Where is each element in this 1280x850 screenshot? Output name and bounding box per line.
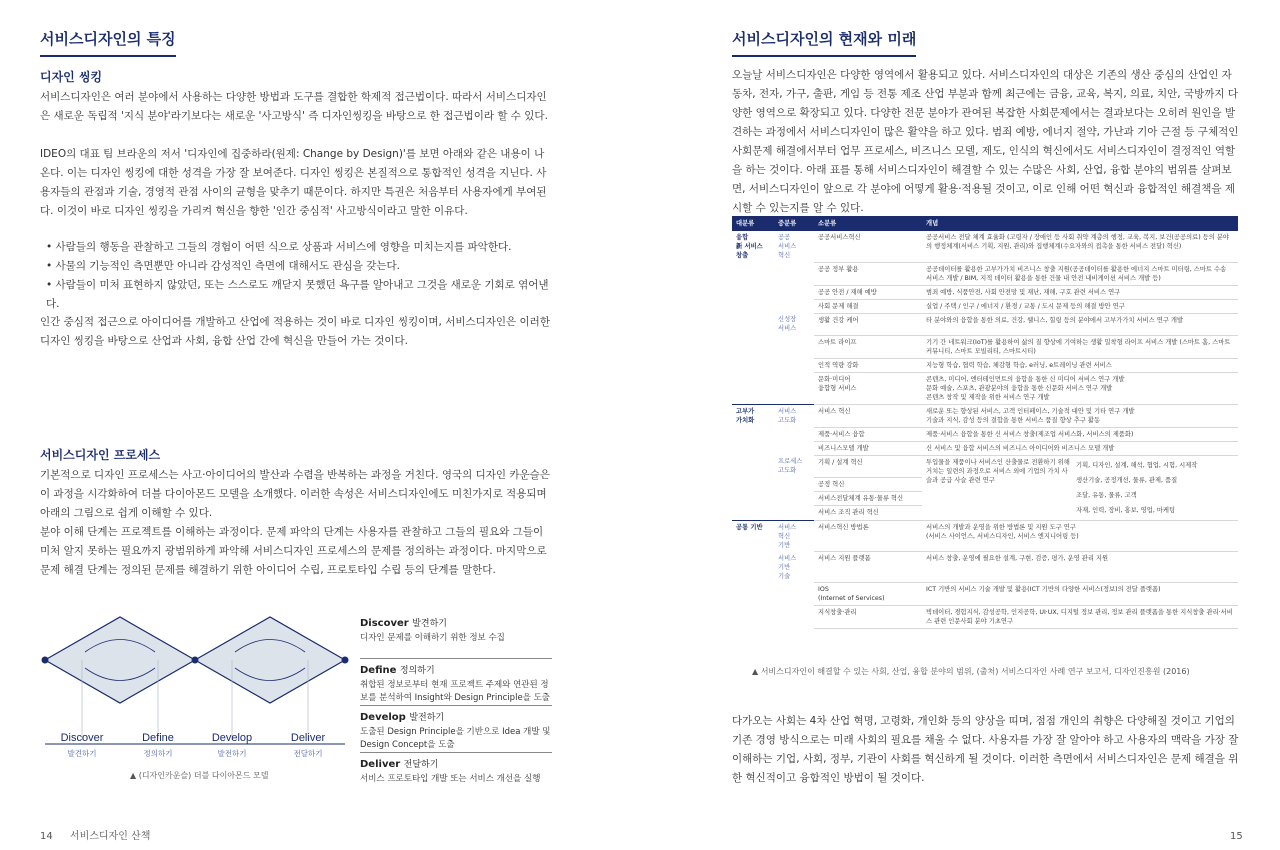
table-cell-small: 지식창출·관리	[814, 606, 922, 629]
table-cell-mid: 서비스 기반 기술	[778, 554, 797, 580]
table-row	[732, 441, 1238, 455]
legend-item-define	[360, 659, 552, 706]
table-cell-small: IOS (Internet of Services)	[814, 583, 922, 606]
table-cell-desc: ICT 기반의 서비스 기술 개발 및 활용(ICT 기반의 다양한 서비스(정보)의 전달 플랫폼)	[922, 583, 1238, 606]
stage-define-ko: 정의하기	[143, 749, 173, 758]
paragraph: 인간 중심적 접근으로 아이디어를 개발하고 산업에 적용하는 것이 바로 디자인 씽킹이며, 서비스디자인은 이러한 디자인 씽킹을 바탕으로 산업과 사회, 융합 산업 간에 혁신을 만들어 가는 것이다.	[40, 316, 550, 347]
table-row	[732, 606, 1238, 629]
table-cell-small: 스마트 라이프	[814, 335, 922, 358]
table-cell-small: 공정 혁신	[814, 477, 922, 491]
table-cell-desc: 제품·서비스 융합을 통한 신 서비스 창출(제조업 서비스화, 서비스의 제품화)	[922, 427, 1238, 441]
table-cell-desc: 범죄 예방, 식품안전, 사회 안전망 및 재난, 재해, 구호 관련 서비스 연구	[922, 285, 1238, 299]
paragraph: 서비스디자인은 여러 분야에서 사용하는 다양한 방법과 도구를 결합한 학제적 접근법이다. 따라서 서비스디자인은 새로운 독립적 '지식 분야'라기보다는 새로운 '사고방식' 즉 디자인씽킹을 바탕으로 한 접근법이라 할 수 있다.	[40, 91, 548, 122]
table-cell-small: 생활 건강 케어	[814, 313, 922, 335]
table-cell-small: 사회 문제 해결	[814, 299, 922, 313]
header-cell: 대분류	[732, 216, 774, 231]
table-cell-desc: 기기 간 네트워크(IoT)를 활용하여 삶의 질 향상에 기여하는 생활 밀착형 라이프 서비스 개발 (스마트 홈, 스마트 커뮤니티, 스마트 모빌리티, 스마트시티)	[922, 335, 1238, 358]
table-cell-desc: 서비스 창출, 운영에 필요한 설계, 구현, 검증, 평가, 운영 관리 지원	[922, 552, 1238, 583]
table-row	[732, 231, 1238, 262]
table-cell-desc: 빅데이터, 경험지식, 감성공학, 인지공학, UI·UX, 디지털 정보 관리, 정보 관리 플랫폼을 통한 지식창출 관리·서비스 관련 인문사회 분야 기초연구	[922, 606, 1238, 629]
table-cell-small: 서비스전달체계 유통·물류 혁신	[814, 492, 922, 506]
legend-title-ko: 발전하기	[409, 713, 445, 723]
table-cell-desc: 타 분야와의 융합을 통한 의료, 건강, 웰니스, 힐링 등의 분야에서 고부가가치 서비스 연구 개발	[922, 313, 1238, 335]
table-cell-big	[732, 262, 774, 285]
table-cell-small: 제품·서비스 융합	[814, 427, 922, 441]
table-header-row	[732, 216, 1238, 231]
table-cell-big	[732, 299, 774, 313]
section-title-features: 서비스디자인의 특징	[40, 28, 176, 57]
table-cell-mid: 프로세스 고도화	[778, 458, 803, 474]
table-cell-small: 비즈니스모델 개발	[814, 441, 922, 455]
node-dot	[342, 657, 349, 664]
list-item: • 사람들이 미처 표현하지 않았던, 또는 스스로도 깨닫지 못했던 욕구를 알아내고 그것을 새로운 기회로 엮어낸다.	[46, 276, 556, 314]
table-row	[732, 404, 1238, 427]
table-cell-big: 고부가 가치화	[732, 404, 774, 427]
table-cell-small: 인적 역량 강화	[814, 358, 922, 372]
table-cell-small: 공공 안전 / 재해 예방	[814, 285, 922, 299]
table-cell-small: 서비스 지원 플랫폼	[814, 552, 922, 583]
paragraph: 오늘날 서비스디자인은 다양한 영역에서 활용되고 있다. 서비스디자인의 대상은 기존의 생산 중심의 산업인 자동차, 전자, 가구, 출판, 게임 등 전통 제조 산업 부분과 함께 최근에는 금융, 교육, 복지, 의료, 치안, 국방까지 다양한 영역으로 확장되고 있다. 다양한 전문 분야가 관여된 복잡한 사회문제에서는 결과보다는 오히려 원인을 발견하는 과정에서 서비스디자인이 많은 활약을 하고 있다. 범죄 예방, 에너지 절약, 가난과 기아 근절 등 구체적인 사회문제 해결에서부터 업무 프로세스, 비즈니스 모델, 제도, 인식의 혁신에서도 서비스디자인이 결정적인 역할을 하는 것이다. 아래 표를 통해 서비스디자인이 해결할 수 있는 수많은 사회, 산업, 융합 분야의 범위를 살펴보면, 서비스디자인이 앞으로 각 분야에 어떻게 활용·적용될 것이고, 이로 인해 어떤 혁신과 융합적인 해결책을 제시할 수 있는지를 알 수 있다.	[732, 69, 1239, 214]
node-dot	[192, 657, 199, 664]
list-item: • 사물의 기능적인 측면뿐만 아니라 감성적인 측면에 대해서도 관심을 갖는다.	[46, 257, 556, 276]
table-cell-big	[732, 606, 774, 629]
header-cell: 중분류	[774, 216, 814, 231]
table-cell-mid	[774, 492, 814, 506]
table-row	[732, 299, 1238, 313]
table-row	[732, 358, 1238, 372]
table-cell-desc: 실업 / 주택 / 인구 / 에너지 / 환경 / 교통 / 도시 문제 등의 해결 방안 연구	[922, 299, 1238, 313]
paragraph: IDEO의 대표 팀 브라운의 저서 '디자인에 집중하라(원제: Change by Design)'를 보면 아래와 같은 내용이 나온다. 이는 디자인 씽킹에 대한 성격을 가장 잘 보여준다. 디자인 씽킹은 본질적으로 통합적인 성격을 지닌다. 사용자들의 관점과 기술, 경영적 관점 사이의 균형을 맞추기 때문이다. 하지만 특권은 처음부터 사용자에게 부여된다. 이것이 바로 디자인 씽킹을 가리켜 혁신을 향한 '인간 중심적' 사고방식이라고 말한 이유다.	[40, 148, 547, 217]
table-cell-small: 공공 정부 활용	[814, 262, 922, 285]
table-row	[732, 455, 1238, 477]
legend-title-ko: 발견하기	[412, 619, 447, 629]
table-cell-desc: 서비스의 개발과 운영을 위한 방법론 및 지원 도구 연구 (서비스 사이언스, 서비스디자인, 서비스 엔지니어링 등)	[922, 520, 1238, 552]
table-cell-big	[732, 313, 774, 335]
legend-desc: 도출된 Design Principle을 기반으로 Idea 개발 및 Design Concept을 도출	[360, 727, 551, 750]
table-row	[732, 313, 1238, 335]
stage-deliver: Deliver	[290, 732, 326, 744]
desc-text: 투입물을 제품이나 서비스인 산출물로 전환하기 위해 거치는 일련의 과정으로 서비스 외에 기업의 가치 사슬과 공급 사슬 관련 연구	[926, 458, 1070, 484]
table-cell-mid	[774, 372, 814, 404]
table-cell-big	[732, 427, 774, 441]
legend-desc: 서비스 프로토타입 개발 또는 서비스 개선을 실행	[360, 774, 541, 784]
table-cell-big	[732, 492, 774, 506]
page-number: 15	[1230, 831, 1243, 842]
legend-item-develop	[360, 706, 552, 753]
stage-deliver-ko: 전달하기	[293, 749, 323, 758]
table-cell-big	[732, 285, 774, 299]
table-cell-mid	[774, 262, 814, 285]
stage-legend	[360, 612, 552, 800]
table-row	[732, 262, 1238, 285]
table-cell-mid: 신성장 서비스	[778, 316, 797, 332]
table-cell-desc	[922, 455, 1238, 520]
legend-desc: 취합된 정보로부터 현재 프로젝트 주제와 연관된 정보를 분석하여 Insight와 Design Principle을 도출	[360, 680, 551, 703]
section-title-present-future: 서비스디자인의 현재와 미래	[732, 28, 916, 57]
stage-develop: Develop	[211, 732, 253, 744]
diamond-right	[195, 617, 345, 703]
table-cell-big	[732, 358, 774, 372]
table-caption: ▲ 서비스디자인이 해결할 수 있는 사회, 산업, 융합 분야의 범위, (출처) 서비스디자인 사례 연구 보고서, 디자인진흥원 (2016)	[752, 667, 1190, 676]
table-cell-big	[732, 441, 774, 455]
classification-table	[732, 216, 1238, 629]
table-cell-mid	[774, 441, 814, 455]
table-cell-small: 기획 / 설계 혁신	[814, 455, 922, 477]
table-cell-small: 문화·미디어 융합형 서비스	[814, 372, 922, 404]
table-cell-mid	[774, 427, 814, 441]
table-cell-small: 서비스혁신 방법론	[814, 520, 922, 552]
table-row	[732, 427, 1238, 441]
table-cell-mid: 공공 서비스 혁신	[778, 234, 797, 259]
table-cell-mid	[774, 583, 814, 606]
node-dot	[42, 657, 49, 664]
subtitle-design-thinking: 디자인 씽킹	[40, 70, 103, 84]
legend-title: Deliver	[360, 759, 401, 770]
stage-define: Define	[142, 732, 174, 744]
desc-items: 기획, 디자인, 설계, 해석, 협업, 시험, 시제작 생산기술, 공정개선, 물류, 관제, 품질 조달, 유통, 물류, 고객 자재, 인력, 장비, 홍보, 영업, 마케팅	[1076, 461, 1198, 514]
bullet-list	[46, 238, 556, 314]
paragraph: 분야 이해 단계는 프로젝트를 이해하는 과정이다. 문제 파악의 단계는 사용자를 관찰하고 그들의 필요와 그들이 미처 알지 못하는 필요까지 광범위하게 파악해 서비스디자인 프로세스의 문제를 정의하는 과정이다. 마지막으로 문제 해결 단계는 정의된 문제를 해결하기 위한 아이디어 수립, 프로토타입 수립 등의 단계를 말한다.	[40, 526, 547, 576]
legend-desc: 디자인 문제를 이해하기 위한 정보 수집	[360, 633, 505, 643]
book-title: 서비스디자인 산책	[69, 831, 151, 842]
legend-title: Discover	[360, 618, 409, 629]
table-cell-mid	[774, 285, 814, 299]
table-cell-desc: 공공데이터를 활용한 고부가가치 비즈니스 창출 지원(공공데이터를 활용한 에너지 스마트 미터링, 스마트 수송 서비스 개발 / BIM, 지적 데이터 활용을 통한 건물 내 안전 내비게이션 서비스 개발 등)	[922, 262, 1238, 285]
table-cell-mid	[774, 335, 814, 358]
table-cell-desc: 콘텐츠, 미디어, 엔터테인먼트의 융합을 통한 신 미디어 서비스 연구 개발 문화 예술, 스포츠, 관광분야의 융합을 통한 신문화 서비스 연구 개발 콘텐츠 창작 및 제작을 위한 서비스 연구 개발	[922, 372, 1238, 404]
table-cell-small: 서비스 혁신	[814, 404, 922, 427]
list-item: • 사람들의 행동을 관찰하고 그들의 경험이 어떤 식으로 상품과 서비스에 영향을 미치는지를 파악한다.	[46, 238, 556, 257]
table-row	[732, 583, 1238, 606]
stage-develop-ko: 발전하기	[217, 749, 247, 758]
table-cell-mid	[774, 506, 814, 520]
page-footer	[40, 827, 150, 842]
table-cell-big: 공통 기반	[732, 520, 774, 552]
stage-discover-ko: 발견하기	[67, 749, 97, 758]
table-cell-big	[732, 477, 774, 491]
table-cell-mid: 서비스 고도화	[774, 404, 814, 427]
table-row	[732, 335, 1238, 358]
table-row	[732, 285, 1238, 299]
page-number: 14	[40, 831, 53, 842]
table-cell-big	[732, 455, 774, 477]
paragraph: 기본적으로 디자인 프로세스는 사고·아이디어의 발산과 수렴을 반복하는 과정을 거친다. 영국의 디자인 카운슬은 이 과정을 시각화하여 더블 다이아몬드 모델을 소개했다. 이러한 속성은 서비스디자인에도 미친가지로 적용되며 아래의 그림으로 쉽게 이해할 수 있다.	[40, 469, 550, 519]
table-cell-big	[732, 335, 774, 358]
diamond-left	[45, 617, 195, 703]
table-cell-big	[732, 506, 774, 520]
table-cell-mid	[774, 358, 814, 372]
table-cell-small: 공공서비스혁신	[814, 231, 922, 262]
table-cell-small: 서비스 조직 관리 혁신	[814, 506, 922, 520]
legend-title-ko: 정의하기	[399, 666, 435, 676]
legend-title-ko: 전달하기	[403, 760, 439, 770]
table-cell-mid	[774, 299, 814, 313]
header-cell: 소분류	[814, 216, 922, 231]
legend-item-deliver	[360, 753, 552, 800]
paragraph: 다가오는 사회는 4차 산업 혁명, 고령화, 개인화 등의 양상을 띠며, 점점 개인의 취향은 다양해질 것이고 기업의 기존 경영 방식으로는 미래 사회의 필요를 채울 수 없다. 사용자를 가장 잘 알아야 하고 사용자의 맥락을 가장 잘 이해하는 기업, 사회, 정부, 기관이 사회를 혁신하게 될 것이다. 이러한 측면에서 서비스디자인은 문제 해결을 위한 혁신적이고 융합적인 방법이 될 것이다.	[732, 715, 1239, 784]
table-row	[732, 552, 1238, 583]
table-cell-mid	[774, 606, 814, 629]
stage-discover: Discover	[60, 732, 104, 744]
diagram-caption: ▲ (디자인카운슬) 더블 다이아몬드 모델	[130, 771, 269, 780]
table-cell-desc: 지능형 학습, 협력 학습, 체감형 학습, e러닝, e트레이닝 관련 서비스	[922, 358, 1238, 372]
table-cell-desc: 새로운 또는 향상된 서비스, 고객 인터페이스, 기술적 대안 및 기타 연구 개발 기술과 지식, 감성 등의 결합을 통한 서비스 품질 향상 추구 활동	[922, 404, 1238, 427]
table-cell-big	[732, 552, 774, 583]
table-cell-desc: 공공서비스 전달 체계 효율화 (고령자 / 장애인 등 사회 취약 계층의 행정, 교육, 복지, 보건(공공의료) 등의 분야의 행정체계(서비스 기획, 지원, 관리)와 집행체계(수요자와의 접촉을 통한 서비스 전달) 혁신)	[922, 231, 1238, 262]
header-cell: 개념	[922, 216, 1238, 231]
double-diamond-diagram	[40, 612, 360, 782]
table-row	[732, 520, 1238, 552]
table-cell-desc: 신 서비스 및 융합 서비스의 비즈니스 아이디어와 비즈니스 모델 개발	[922, 441, 1238, 455]
legend-title: Develop	[360, 712, 406, 723]
subtitle-process: 서비스디자인 프로세스	[40, 448, 161, 462]
table-body	[732, 231, 1238, 629]
table-cell-mid: 서비스 혁신 기반	[774, 520, 814, 552]
table-cell-big	[732, 583, 774, 606]
table-cell-big	[732, 372, 774, 404]
table-cell-mid	[774, 477, 814, 491]
table-row	[732, 372, 1238, 404]
legend-item-discover	[360, 612, 552, 659]
legend-title: Define	[360, 665, 397, 676]
table-cell-big: 융합 新 서비스 창출	[736, 234, 763, 259]
